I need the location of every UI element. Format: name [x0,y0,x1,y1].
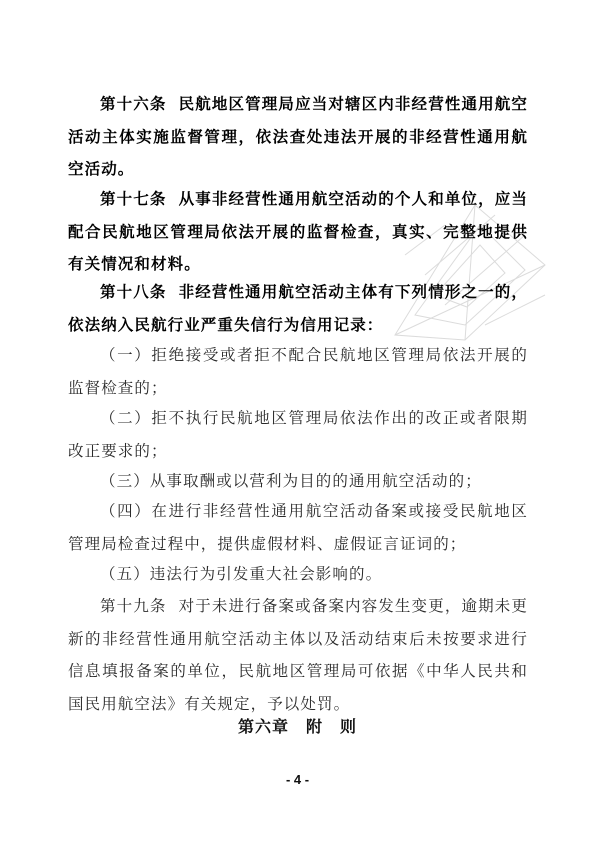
page-number: - 4 - [285,772,310,787]
article-18 [68,276,528,341]
article-19-text: 对于未进行备案或备案内容发生变更，逾期未更新的非经营性通用航空活动主体以及活动结束后未按要求进行信息填报备案的单位，民航地区管理局可依据《中华人民共和国民用航空法》有关规定，予以处罚。 [68,597,528,713]
article-19-label: 第十九条 [100,597,167,615]
article-16 [68,88,528,186]
article-18-item-2: （二）拒不执行民航地区管理局依法作出的改正或者限期改正要求的； [68,409,528,460]
article-18-text: 非经营性通用航空活动主体有下列情形之一的，依法纳入民航行业严重失信行为信用记录： [68,282,528,334]
article-19 [68,590,528,720]
article-18-item-3: （三）从事取酬或以营利为目的的通用航空活动的； [100,472,482,490]
article-17 [68,183,528,281]
article-18-item-4: （四）在进行非经营性通用航空活动备案或接受民航地区管理局检查过程中，提供虚假材料、虚假证言证词的； [68,502,528,553]
article-18-label: 第十八条 [100,283,167,301]
article-18-item-5: （五）违法行为引发重大社会影响的。 [100,565,383,583]
chapter-title: 第六章 附 则 [237,717,357,736]
article-16-text: 民航地区管理局应当对辖区内非经营性通用航空活动主体实施监督管理，依法查处违法开展的非经营性通用航空活动。 [68,94,528,178]
article-17-label: 第十七条 [100,190,167,208]
article-17-text: 从事非经营性通用航空活动的个人和单位，应当配合民航地区管理局依法开展的监督检查，真实、完整地提供有关情况和材料。 [68,189,528,273]
article-16-label: 第十六条 [100,95,167,113]
article-18-item-1: （一）拒绝接受或者拒不配合民航地区管理局依法开展的监督检查的； [68,346,528,397]
